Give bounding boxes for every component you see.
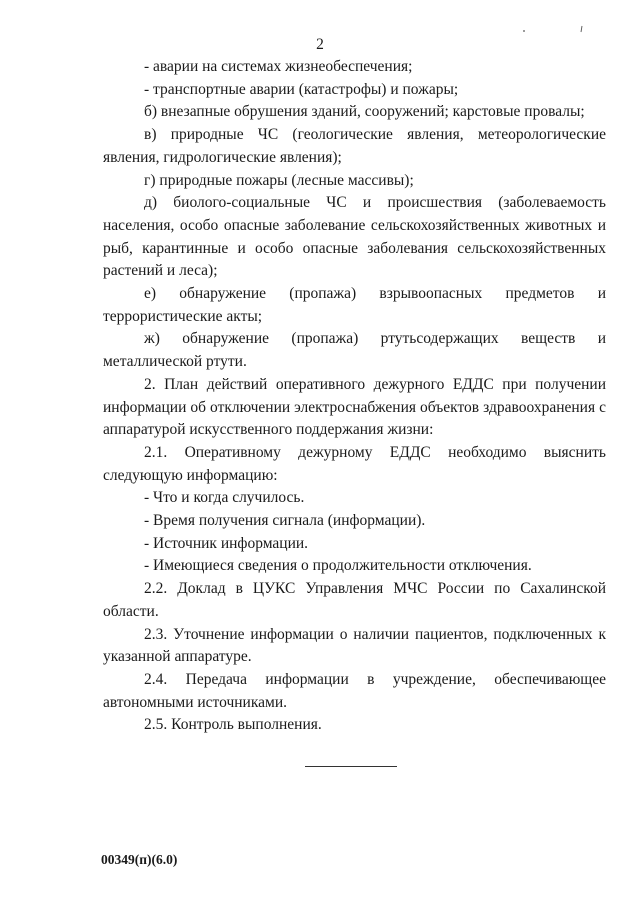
paragraph: 2.5. Контроль выполнения. <box>144 716 322 734</box>
paragraph: - аварии на системах жизнеобеспечения; <box>144 58 413 75</box>
paragraph: д) биолого-социальные ЧС и происшествия (заболеваемость населения, особо опасные заболевание сельскохозяйственных животных и рыб, карантинные и особо опасные заболевания сельскохозяйственных растений и леса); <box>103 194 606 280</box>
end-rule <box>305 766 397 767</box>
paragraph: - Имеющиеся сведения о продолжительности отключения. <box>144 557 532 575</box>
document-body <box>103 56 606 737</box>
paragraph: - Источник информации. <box>144 534 309 552</box>
paragraph: 2.2. Доклад в ЦУКС Управления МЧС России по Сахалинской области. <box>103 580 606 620</box>
paragraph: - Что и когда случилось. <box>144 489 305 507</box>
paragraph: 2.1. Оперативному дежурному ЕДДС необходимо выяснить следующую информацию: <box>103 443 606 484</box>
paragraph: 2.4. Передача информации в учреждение, обеспечивающее автономными источниками. <box>103 670 606 711</box>
paragraph: - транспортные аварии (катастрофы) и пожары; <box>144 80 459 98</box>
paragraph: ж) обнаружение (пропажа) ртутьсодержащих веществ и металлической ртути. <box>103 330 606 371</box>
paragraph: - Время получения сигнала (информации). <box>144 512 426 530</box>
paragraph: 2.3. Уточнение информации о наличии пациентов, подключенных к указанной аппаратуре. <box>103 625 606 666</box>
scan-specks <box>520 22 590 36</box>
paragraph: г) природные пожары (лесные массивы); <box>144 171 414 189</box>
paragraph: в) природные ЧС (геологические явления, метеорологические явления, гидрологические явления); <box>103 126 606 166</box>
paragraph: 2. План действий оперативного дежурного ЕДДС при получении информации об отключении электроснабжения объектов здравоохранения с аппаратурой искусственного поддержания жизни: <box>103 375 606 439</box>
paragraph: б) внезапные обрушения зданий, сооружений; карстовые провалы; <box>144 103 585 121</box>
document-code: 00349(п)(6.0) <box>101 852 178 867</box>
paragraph: е) обнаружение (пропажа) взрывоопасных предметов и террористические акты; <box>103 285 606 325</box>
page-number: 2 <box>316 36 324 53</box>
